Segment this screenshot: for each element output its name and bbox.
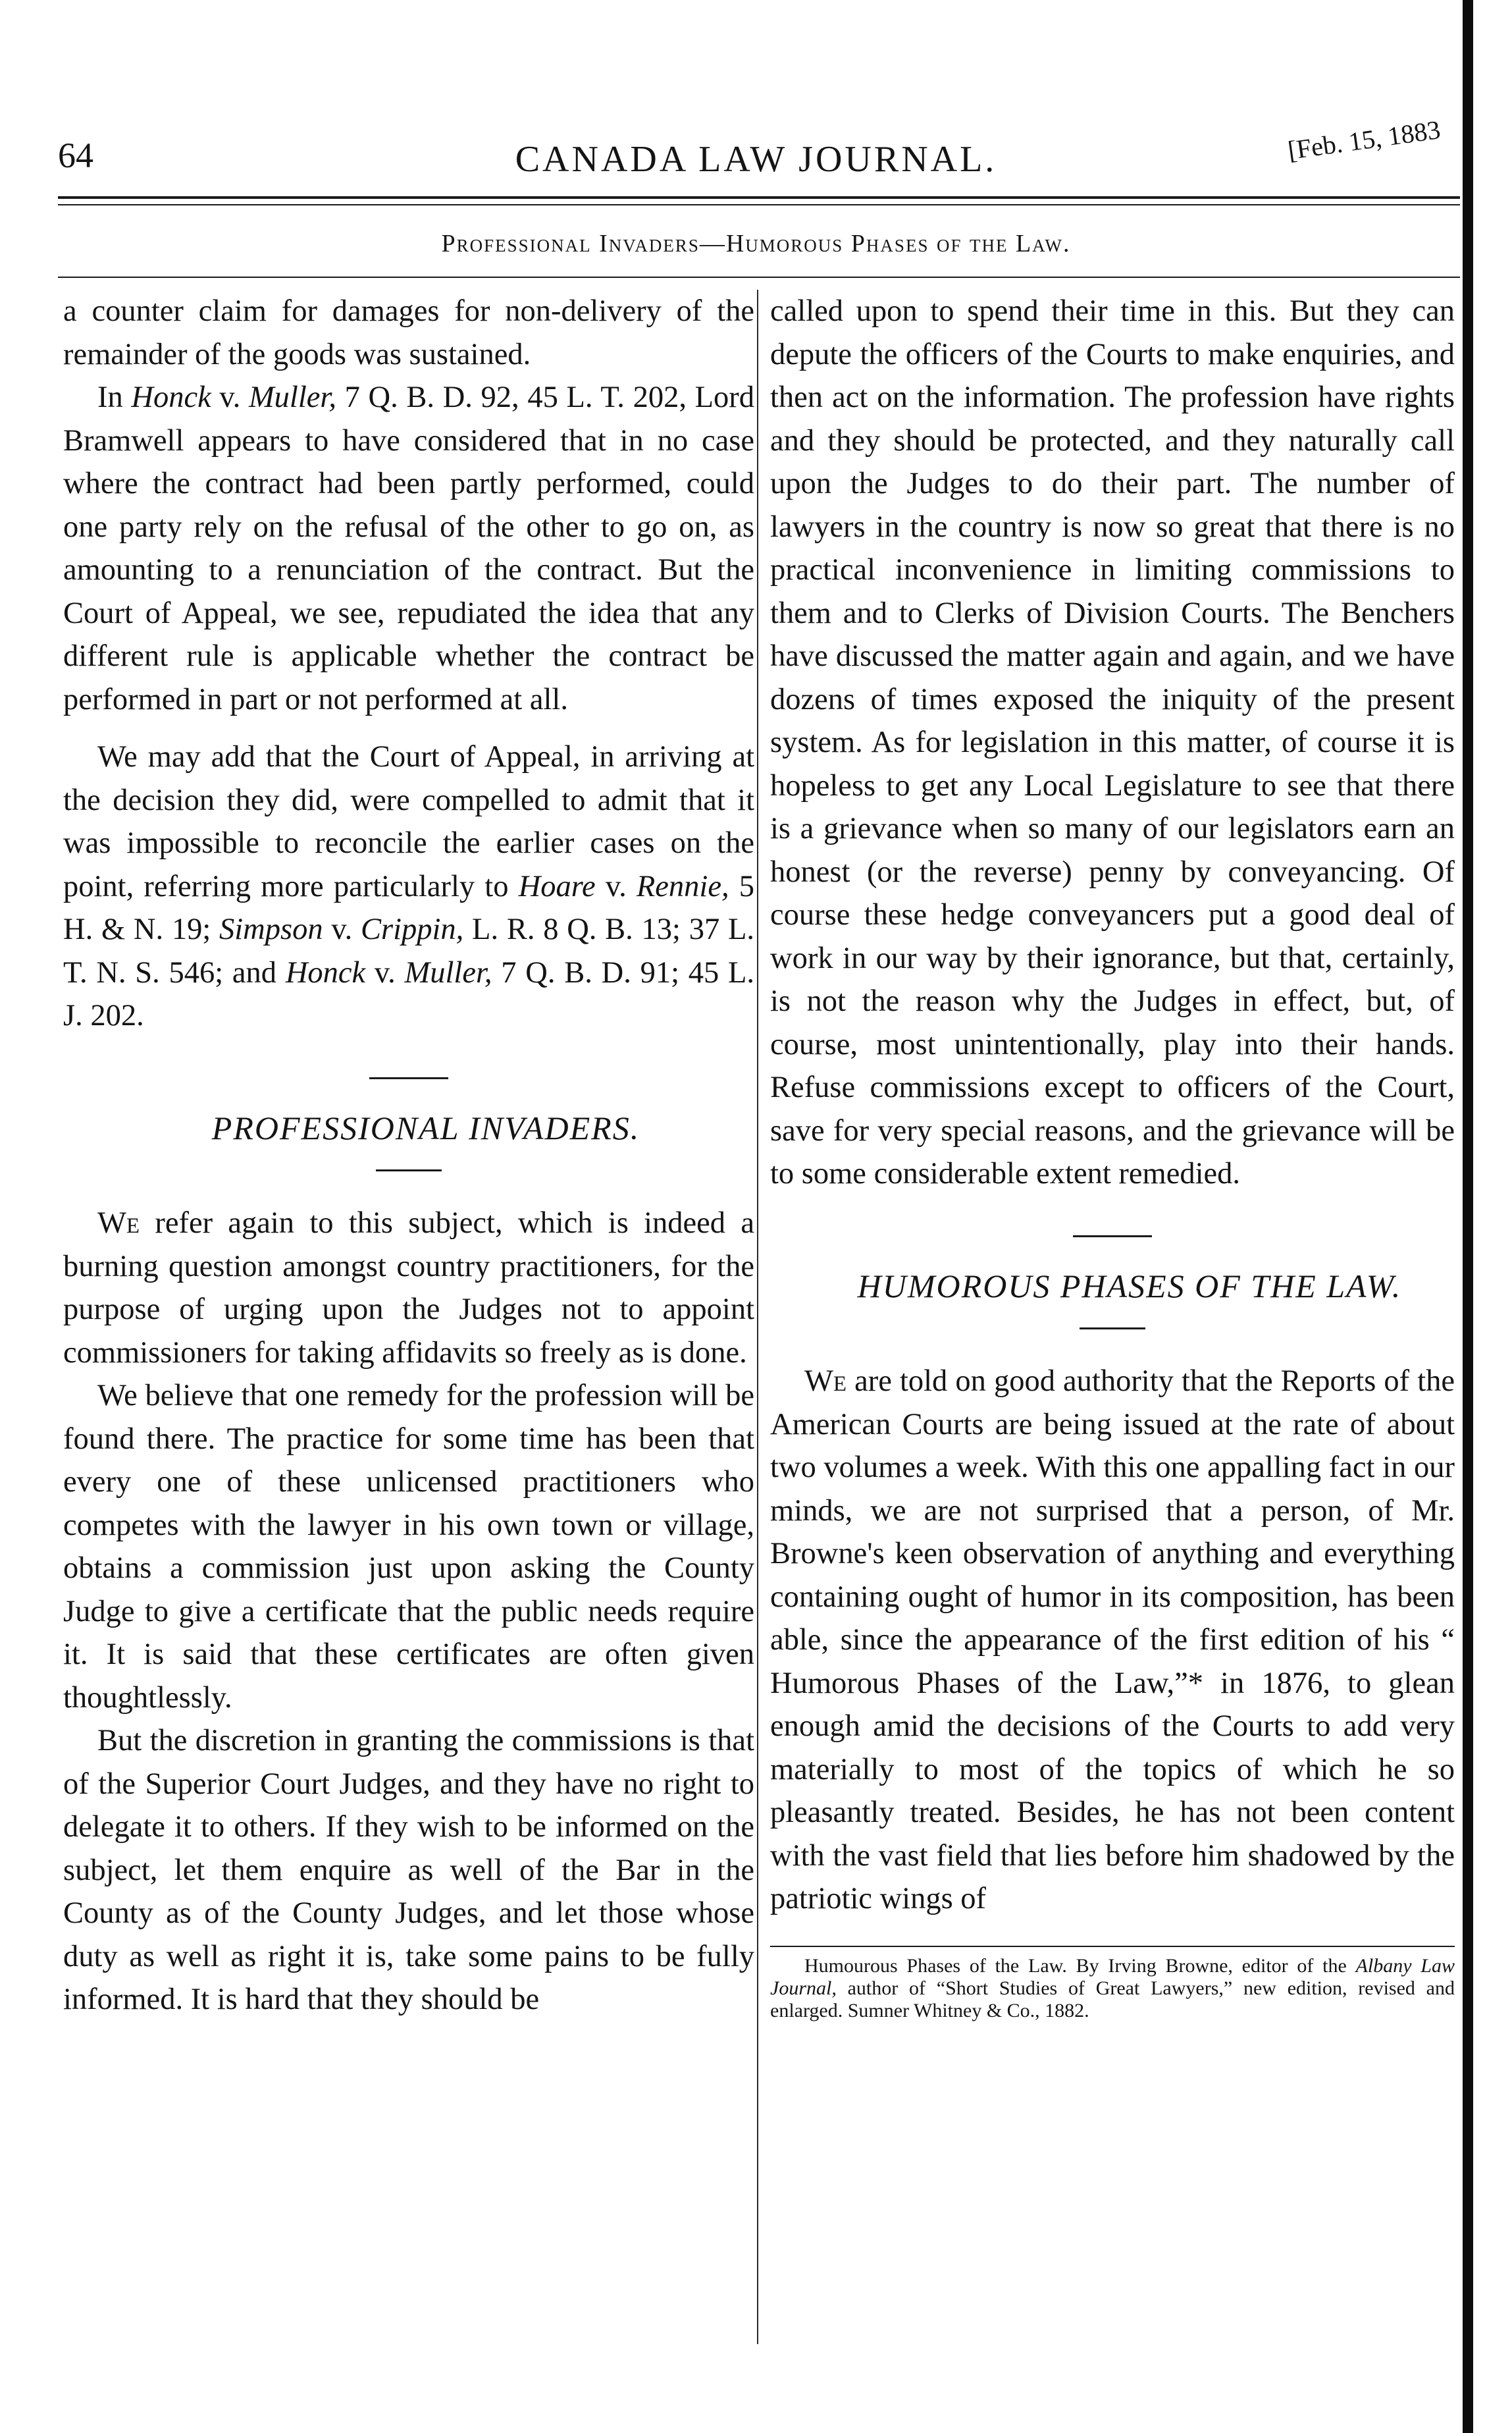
case-name: Rennie, [636,869,729,903]
header-rule-top [58,196,1460,199]
running-head: Professional Invaders—Humorous Phases of the Law. [441,230,1071,257]
section-separator [1073,1235,1152,1237]
issue-date: [Feb. 15, 1883 [1286,114,1442,166]
section-separator [369,1077,448,1079]
paragraph: We believe that one remedy for the profession will be found there. The practice for some time has been that every one of these unlicensed practitioners who competes with the lawyer in his own town or village, obtains a commission just upon asking the County Judge to give a certificate that the public needs require it. It is said that these certificates are often given thoughtlessly. [63,1379,754,1715]
case-name: Crippin, [360,913,464,946]
paragraph: We may add that the Court of Appeal, in arriving at the decision they did, were compelled to admit that it was impossible to reconcile the earlier cases on the point, referring more particularly to Hoare v. Rennie, 5 H. & N. 19; Simpson v. Crippin, L. R. 8 Q. B. 13; 37 L. T. N. S. 546; and Honck v. Muller, 7 Q. B. D. 91; 45 L. J. 202. [63,740,755,1032]
paragraph: We refer again to this subject, which is indeed a burning question amongst country practitioners, for the purpose of urging upon the Judges not to appoint commissioners for taking affidavits so freely as is done. [63,1206,754,1370]
case-name: Hoare [518,869,596,903]
case-name: Simpson [219,913,323,946]
paragraph: But the discretion in granting the commissions is that of the Superior Court Judges, and they have no right to delegate it to others. If they wish to be informed on the subject, let them enquire as well of the Bar in the County as of the County Judges, and let those whose duty as well as right it is, take some pains to be fully informed. It is hard that they should be [63,1724,754,2016]
paragraph: a counter claim for damages for non-delivery of the remainder of the goods was sustained. [63,294,754,371]
header-rule-bottom [58,204,1460,205]
section-title-rule [376,1169,442,1171]
page-edge-shadow [1463,0,1473,2433]
case-name: Muller, [248,381,336,414]
section-title-rule [1080,1327,1145,1329]
journal-title: CANADA LAW JOURNAL. [515,139,997,180]
footnote-rule [770,1946,1455,1947]
journal-name: Albany Law Journal, [770,1954,1455,1999]
section-title-humorous-phases: HUMOROUS PHASES OF THE LAW. [857,1267,1402,1304]
paragraph: In Honck v. Muller, 7 Q. B. D. 92, 45 L. T. 202, Lord Bramwell appears to have considered that in no case where the contract had been partly performed, could one party rely on the refusal of the other to go on, as amounting to a renunciation of the contract. But the Court of Appeal, we see, repudiated the idea that any different rule is applicable whether the contract be performed in part or not performed at all. [63,381,754,716]
right-column [770,290,1455,2022]
case-name: Honck [131,381,211,414]
running-head-rule [58,277,1460,278]
paragraph: called upon to spend their time in this. But they can depute the officers of the Courts to make enquiries, and then act on the information. The profession have rights and they should be protected, and they naturally call upon the Judges to do their part. The number of lawyers in the country is now so great that there is no practical inconvenience in limiting commissions to them and to Clerks of Division Courts. The Benchers have discussed the matter again and again, and we have dozens of times exposed the iniquity of the present system. As for legislation in this matter, of course it is hopeless to get any Local Legislature to see that there is a grievance when so many of our legislators earn an honest (or the reverse) penny by conveyancing. Of course these hedge conveyancers put a good deal of work in our way by their ignorance, but that, certainly, is not the reason why the Judges in effect, but, of course, most unintentionally, play into their hands. Refuse commissions except to officers of the Court, save for very special reasons, and the grievance will be to some considerable extent remedied. [770,294,1455,1190]
column-divider [757,290,758,2344]
footnote: Humourous Phases of the Law. By Irving Browne, editor of the Albany Law Journal, author of “Short Studies of Great Lawyers,” new edition, revised and enlarged. Sumner Whitney & Co., 1882. [770,1954,1455,2021]
section-title-professional-invaders: PROFESSIONAL INVADERS. [211,1109,640,1146]
page-number: 64 [58,136,93,175]
left-column [63,290,754,2021]
paragraph: We are told on good authority that the Reports of the American Courts are being issued at the rate of about two volumes a week. With this one appalling fact in our minds, we are not surprised that a person, of Mr. Browne's keen observation of anything and everything containing ought of humor in its composition, has been able, since the appearance of the first edition of his “ Humorous Phases of the Law,”* in 1876, to glean enough amid the decisions of the Courts to add very materially to most of the topics of which he so pleasantly treated. Besides, he has not been content with the vast field that lies before him shadowed by the patriotic wings of [770,1364,1455,1915]
case-name: Muller, [404,955,492,990]
case-name: Honck [285,955,366,990]
